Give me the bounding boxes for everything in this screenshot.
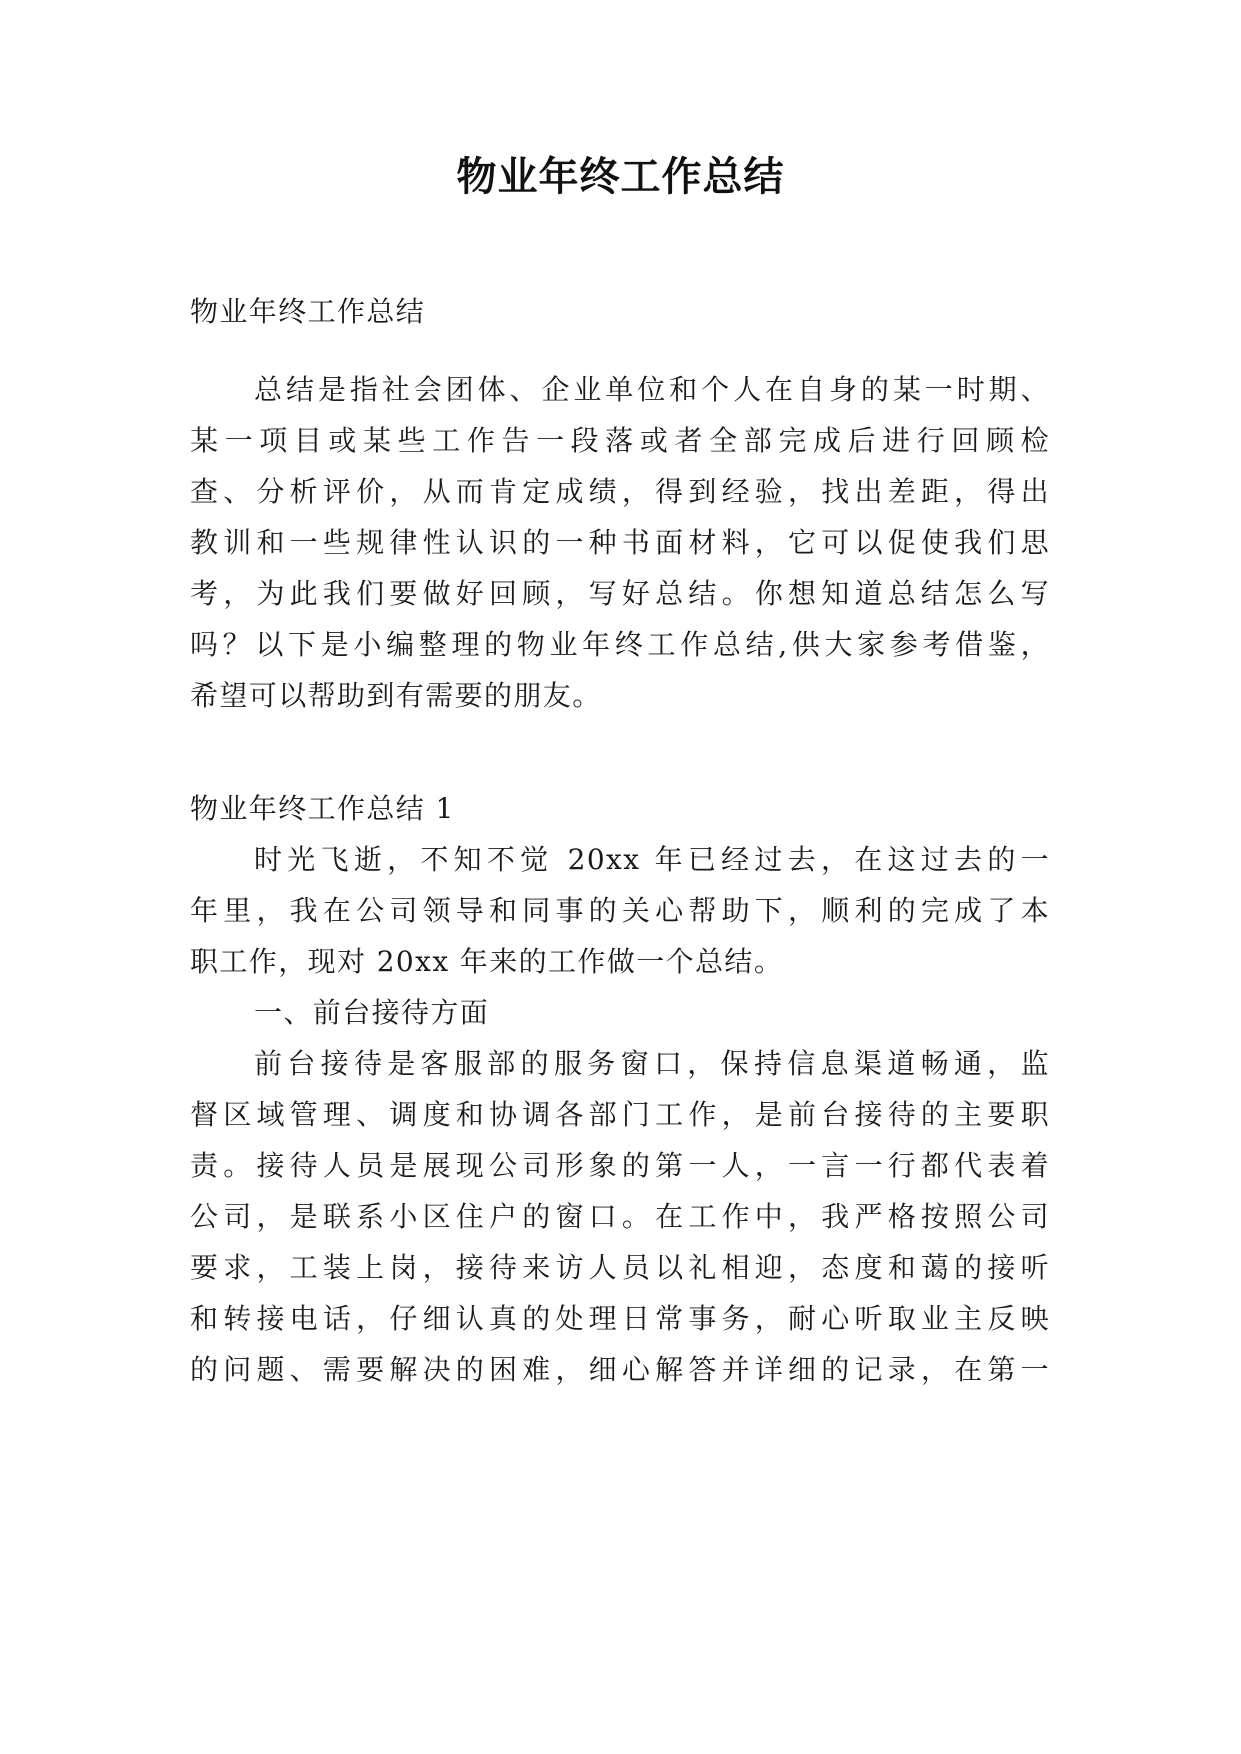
intro-line: 某一项目或某些工作告一段落或者全部完成后进行回顾检: [190, 424, 1050, 457]
paragraph-line: 督区域管理、调度和协调各部门工作，是前台接待的主要职: [190, 1098, 1050, 1131]
intro-line: 希望可以帮助到有需要的朋友。: [190, 679, 602, 712]
section-heading: 物业年终工作总结 1: [190, 792, 455, 825]
paragraph-line: 年里，我在公司领导和同事的关心帮助下，顺利的完成了本: [190, 894, 1050, 927]
paragraph-line: 前台接待是客服部的服务窗口，保持信息渠道畅通，监: [254, 1047, 1050, 1080]
document-title: 物业年终工作总结: [456, 154, 785, 200]
subsection-heading: 一、前台接待方面: [254, 996, 490, 1029]
intro-line: 教训和一些规律性认识的一种书面材料，它可以促使我们思: [190, 526, 1050, 559]
intro-line: 考，为此我们要做好回顾，写好总结。你想知道总结怎么写: [190, 577, 1050, 610]
document-subtitle: 物业年终工作总结: [190, 295, 426, 328]
paragraph-line: 责。接待人员是展现公司形象的第一人，一言一行都代表着: [190, 1149, 1050, 1182]
intro-line: 吗？以下是小编整理的物业年终工作总结,供大家参考借鉴，: [190, 628, 1050, 661]
paragraph-line: 公司，是联系小区住户的窗口。在工作中，我严格按照公司: [190, 1200, 1050, 1233]
paragraph-line: 和转接电话，仔细认真的处理日常事务，耐心听取业主反映: [190, 1302, 1050, 1335]
intro-line: 总结是指社会团体、企业单位和个人在自身的某一时期、: [254, 373, 1050, 406]
paragraph-line: 时光飞逝，不知不觉 20xx 年已经过去，在这过去的一: [254, 843, 1050, 876]
paragraph-line: 的问题、需要解决的困难，细心解答并详细的记录，在第一: [190, 1353, 1050, 1386]
paragraph-line: 职工作，现对 20xx 年来的工作做一个总结。: [190, 945, 784, 978]
intro-line: 查、分析评价，从而肯定成绩，得到经验，找出差距，得出: [190, 475, 1050, 508]
paragraph-line: 要求，工装上岗，接待来访人员以礼相迎，态度和蔼的接听: [190, 1251, 1050, 1284]
